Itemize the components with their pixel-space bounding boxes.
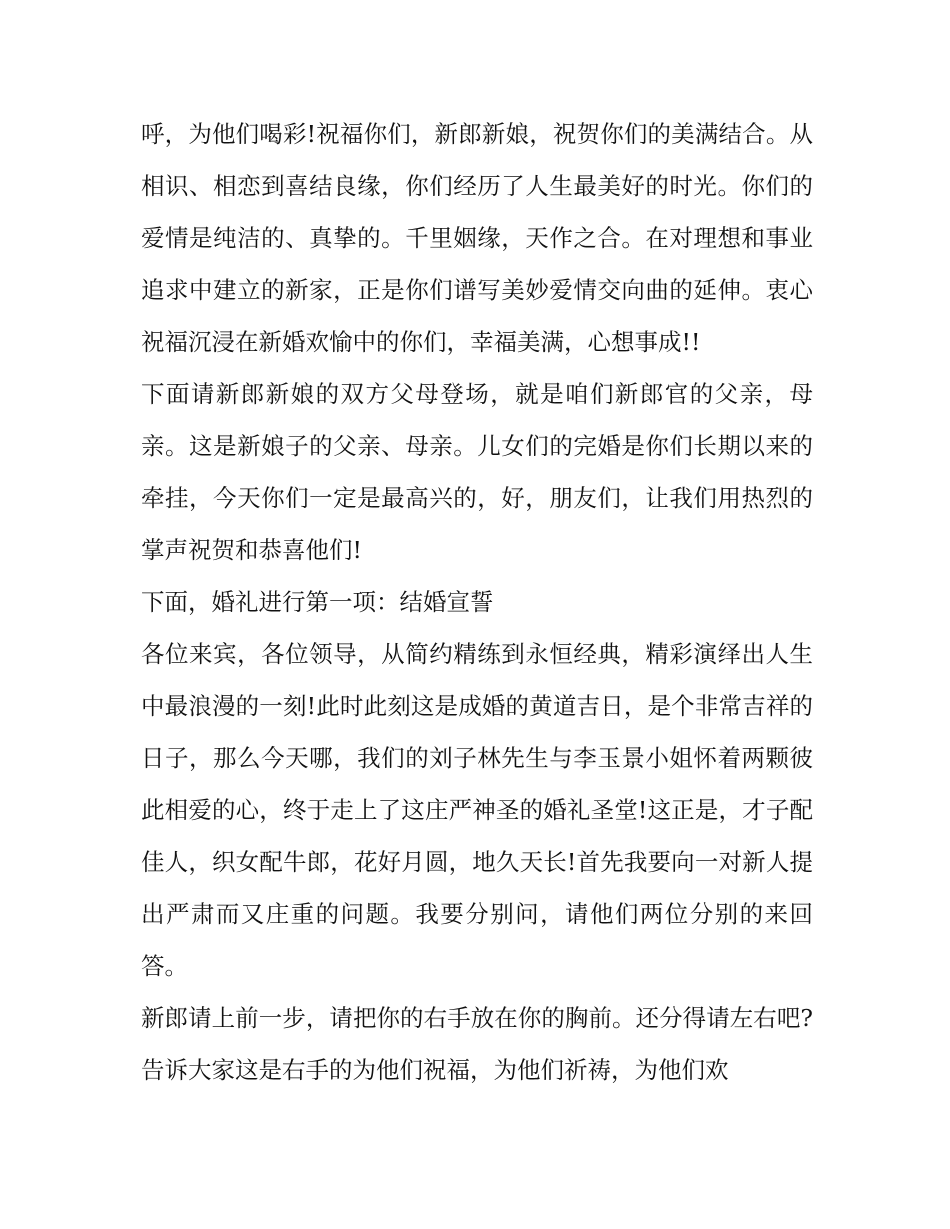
paragraph-parents: 下面请新郎新娘的双方父母登场，就是咱们新郎官的父亲，母亲。这是新娘子的父亲、母亲。儿女们的完婚是你们长期以来的牵挂，今天你们一定是最高兴的，好，朋友们，让我们用热烈的掌声祝贺和恭喜他们!	[141, 380, 813, 564]
paragraph-groom-vow: 新郎请上前一步，请把你的右手放在你的胸前。还分得请左右吧?告诉大家这是右手的为他们祝福，为他们祈祷，为他们欢	[141, 1004, 813, 1084]
document-body	[141, 108, 813, 1096]
paragraph-section-heading: 下面，婚礼进行第一项：结婚宣誓	[141, 588, 494, 616]
paragraph-vows-intro: 各位来宾，各位领导，从简约精练到永恒经典，精彩演绎出人生中最浪漫的一刻!此时此刻这是成婚的黄道吉日，是个非常吉祥的日子，那么今天哪，我们的刘子林先生与李玉景小姐怀着两颗彼此相爱的心，终于走上了这庄严神圣的婚礼圣堂!这正是，才子配佳人，织女配牛郎，花好月圆，地久天长!首先我要向一对新人提出严肃而又庄重的问题。我要分别问，请他们两位分别的来回答。	[141, 640, 813, 980]
paragraph-blessing: 呼，为他们喝彩!祝福你们，新郎新娘，祝贺你们的美满结合。从相识、相恋到喜结良缘，你们经历了人生最美好的时光。你们的爱情是纯洁的、真挚的。千里姻缘，天作之合。在对理想和事业追求中建立的新家，正是你们谱写美妙爱情交向曲的延伸。衷心祝福沉浸在新婚欢愉中的你们，幸福美满，心想事成!!	[141, 120, 813, 356]
